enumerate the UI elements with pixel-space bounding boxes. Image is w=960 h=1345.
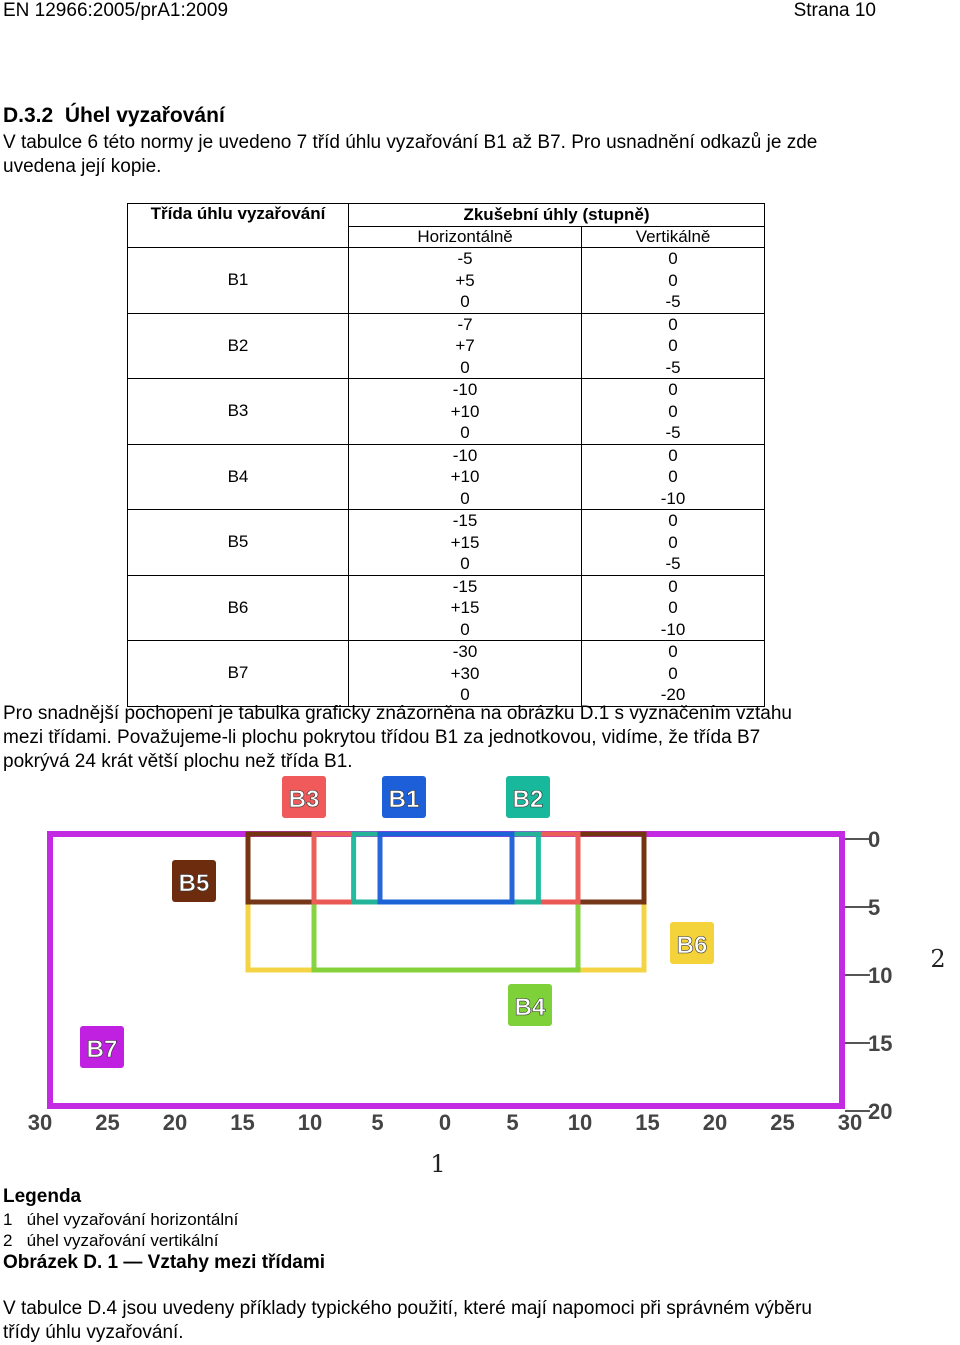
angle-value: 0 [668, 467, 678, 486]
y-tick-label: 5 [868, 895, 881, 920]
angle-value: 0 [668, 598, 678, 617]
closing-line: V tabulce D.4 jsou uvedeny příklady typického použití, které mají napomoci při správném výběru [3, 1298, 812, 1319]
angle-value: -10 [452, 445, 478, 465]
class-badge-label: B3 [288, 786, 320, 813]
vertical-angles-cell [582, 510, 765, 576]
table-row [128, 248, 765, 314]
horizontal-angles-cell [349, 444, 582, 510]
angle-value: 0 [668, 380, 678, 399]
table-row [128, 510, 765, 576]
angle-value: 0 [668, 401, 678, 421]
explanation-line: Pro snadnější pochopení je tabulka graficky znázorněna na obrázku D.1 s vyznačením vztahu [3, 703, 792, 724]
legend-num: 1 [3, 1210, 13, 1229]
horizontal-angles-cell [349, 248, 582, 314]
table-row [128, 313, 765, 379]
angle-value: 0 [460, 488, 470, 508]
x-tick-label: 25 [95, 1110, 120, 1135]
table-row [128, 444, 765, 510]
col-angles-header: Zkušební úhly (stupně) [349, 204, 765, 227]
vertical-angles-cell [582, 641, 765, 707]
angle-value: 0 [460, 554, 470, 573]
x-tick-label: 0 [438, 1110, 452, 1135]
angle-value: 0 [460, 357, 470, 377]
x-tick-label: 15 [635, 1110, 660, 1135]
angle-value: 0 [460, 292, 470, 311]
angle-value: +15 [450, 532, 480, 552]
class-badge-label: B6 [676, 932, 708, 959]
angle-value: +10 [450, 467, 480, 486]
angle-value: -15 [452, 511, 478, 530]
vertical-angles-cell [582, 575, 765, 641]
standard-id: EN 12966:2005/prA1:2009 [3, 0, 229, 21]
x-tick-label: 15 [230, 1110, 255, 1135]
legend-title: Legenda [3, 1186, 82, 1207]
section-heading [3, 104, 225, 128]
angle-value: -10 [452, 380, 478, 399]
class-cell: B1 [128, 248, 349, 314]
angle-value: 0 [668, 642, 678, 661]
intro-line: uvedena její kopie. [3, 156, 162, 177]
angle-value: -20 [660, 685, 686, 704]
angle-value: -5 [665, 554, 681, 573]
class-badge-label: B7 [86, 1036, 118, 1063]
angle-value: +15 [450, 598, 480, 617]
legend [3, 1185, 325, 1275]
class-cell: B7 [128, 641, 349, 707]
class-badge-label: B4 [514, 994, 546, 1021]
class-relation-figure [0, 772, 960, 1184]
intro-paragraph [3, 131, 817, 179]
angle-value: 0 [668, 576, 678, 596]
angle-value: 0 [460, 423, 470, 442]
legend-text: úhel vyzařování vertikální [26, 1231, 219, 1250]
horizontal-angles-cell [349, 379, 582, 445]
angle-value: 0 [668, 511, 678, 530]
angle-value: 0 [668, 445, 678, 465]
legend-num: 2 [3, 1231, 13, 1250]
x-tick-label: 25 [770, 1110, 795, 1135]
closing-paragraph [3, 1297, 812, 1345]
angle-value: -30 [452, 642, 478, 661]
vertical-angles-cell [582, 444, 765, 510]
horizontal-angles-cell [349, 313, 582, 379]
angle-value: -5 [457, 249, 473, 268]
x-tick-label: 30 [27, 1110, 53, 1135]
angle-value: 0 [668, 249, 678, 268]
sub-header-horizontal: Horizontálně [349, 227, 582, 248]
class-table [127, 203, 765, 707]
angle-value: 0 [668, 663, 678, 683]
intro-line: V tabulce 6 této normy je uvedeno 7 tříd úhlu vyzařování B1 až B7. Pro usnadnění odkazů je zde [3, 132, 818, 153]
x-tick-label: 5 [371, 1110, 384, 1135]
angle-value: 0 [460, 685, 470, 704]
class-cell: B5 [128, 510, 349, 576]
class-badge-label: B2 [512, 786, 544, 813]
angle-value: -15 [452, 576, 478, 596]
horizontal-angles-cell [349, 575, 582, 641]
y-tick-label: 20 [868, 1099, 893, 1124]
x-tick-label: 5 [506, 1110, 519, 1135]
angle-value: -5 [665, 292, 681, 311]
closing-line: třídy úhlu vyzařování. [3, 1322, 184, 1343]
y-tick-label: 10 [868, 963, 893, 988]
horizontal-angles-cell [349, 641, 582, 707]
explanation-line: pokrývá 24 krát větší plochu než třída B1. [3, 751, 353, 772]
angle-value: +7 [455, 336, 475, 355]
class-badge-label: B1 [388, 786, 420, 813]
x-tick-label: 20 [162, 1110, 188, 1135]
section-number: D.3.2 [3, 104, 54, 127]
angle-value: 0 [668, 532, 678, 552]
figure-caption: Obrázek D. 1 — Vztahy mezi třídami [3, 1252, 326, 1273]
axis-1-label: 1 [430, 1150, 446, 1178]
angle-value: 0 [668, 314, 678, 334]
horizontal-angles-cell [349, 510, 582, 576]
class-cell: B2 [128, 313, 349, 379]
angle-value: -5 [665, 423, 681, 442]
axis-2-label: 2 [930, 945, 946, 973]
x-tick-label: 10 [297, 1110, 323, 1135]
class-cell: B6 [128, 575, 349, 641]
vertical-angles-cell [582, 379, 765, 445]
legend-text: úhel vyzařování horizontální [26, 1210, 239, 1229]
vertical-angles-cell [582, 248, 765, 314]
class-rect-b1 [380, 834, 512, 902]
table-row [128, 641, 765, 707]
angle-value: +10 [450, 401, 480, 421]
angle-value: 0 [668, 270, 678, 290]
x-tick-label: 30 [837, 1110, 863, 1135]
angle-value: +30 [450, 663, 480, 683]
angle-value: -7 [457, 314, 473, 334]
page-number: Strana 10 [793, 0, 876, 21]
sub-header-vertical: Vertikálně [582, 227, 765, 248]
angle-value: 0 [460, 619, 470, 639]
page-header [3, 0, 876, 24]
vertical-angles-cell [582, 313, 765, 379]
legend-item [3, 1230, 325, 1251]
y-tick-label: 0 [868, 827, 881, 852]
angle-value: +5 [455, 270, 475, 290]
table-row [128, 575, 765, 641]
x-tick-label: 10 [567, 1110, 593, 1135]
angle-value: 0 [668, 336, 678, 355]
class-rect-b5 [248, 834, 644, 902]
explanation-paragraph [3, 702, 792, 774]
col-class-header: Třída úhlu vyzařování [128, 204, 349, 248]
angle-value: -5 [665, 357, 681, 377]
x-tick-label: 20 [702, 1110, 728, 1135]
y-tick-label: 15 [868, 1031, 893, 1056]
class-cell: B4 [128, 444, 349, 510]
angle-value: -10 [660, 619, 686, 639]
table-row [128, 379, 765, 445]
explanation-line: mezi třídami. Považujeme-li plochu pokrytou třídou B1 za jednotkovou, vidíme, že třída B7 [3, 727, 761, 748]
class-badge-label: B5 [178, 870, 210, 897]
legend-item [3, 1209, 325, 1230]
class-cell: B3 [128, 379, 349, 445]
section-title: Úhel vyzařování [64, 104, 225, 127]
angle-value: -10 [660, 488, 686, 508]
